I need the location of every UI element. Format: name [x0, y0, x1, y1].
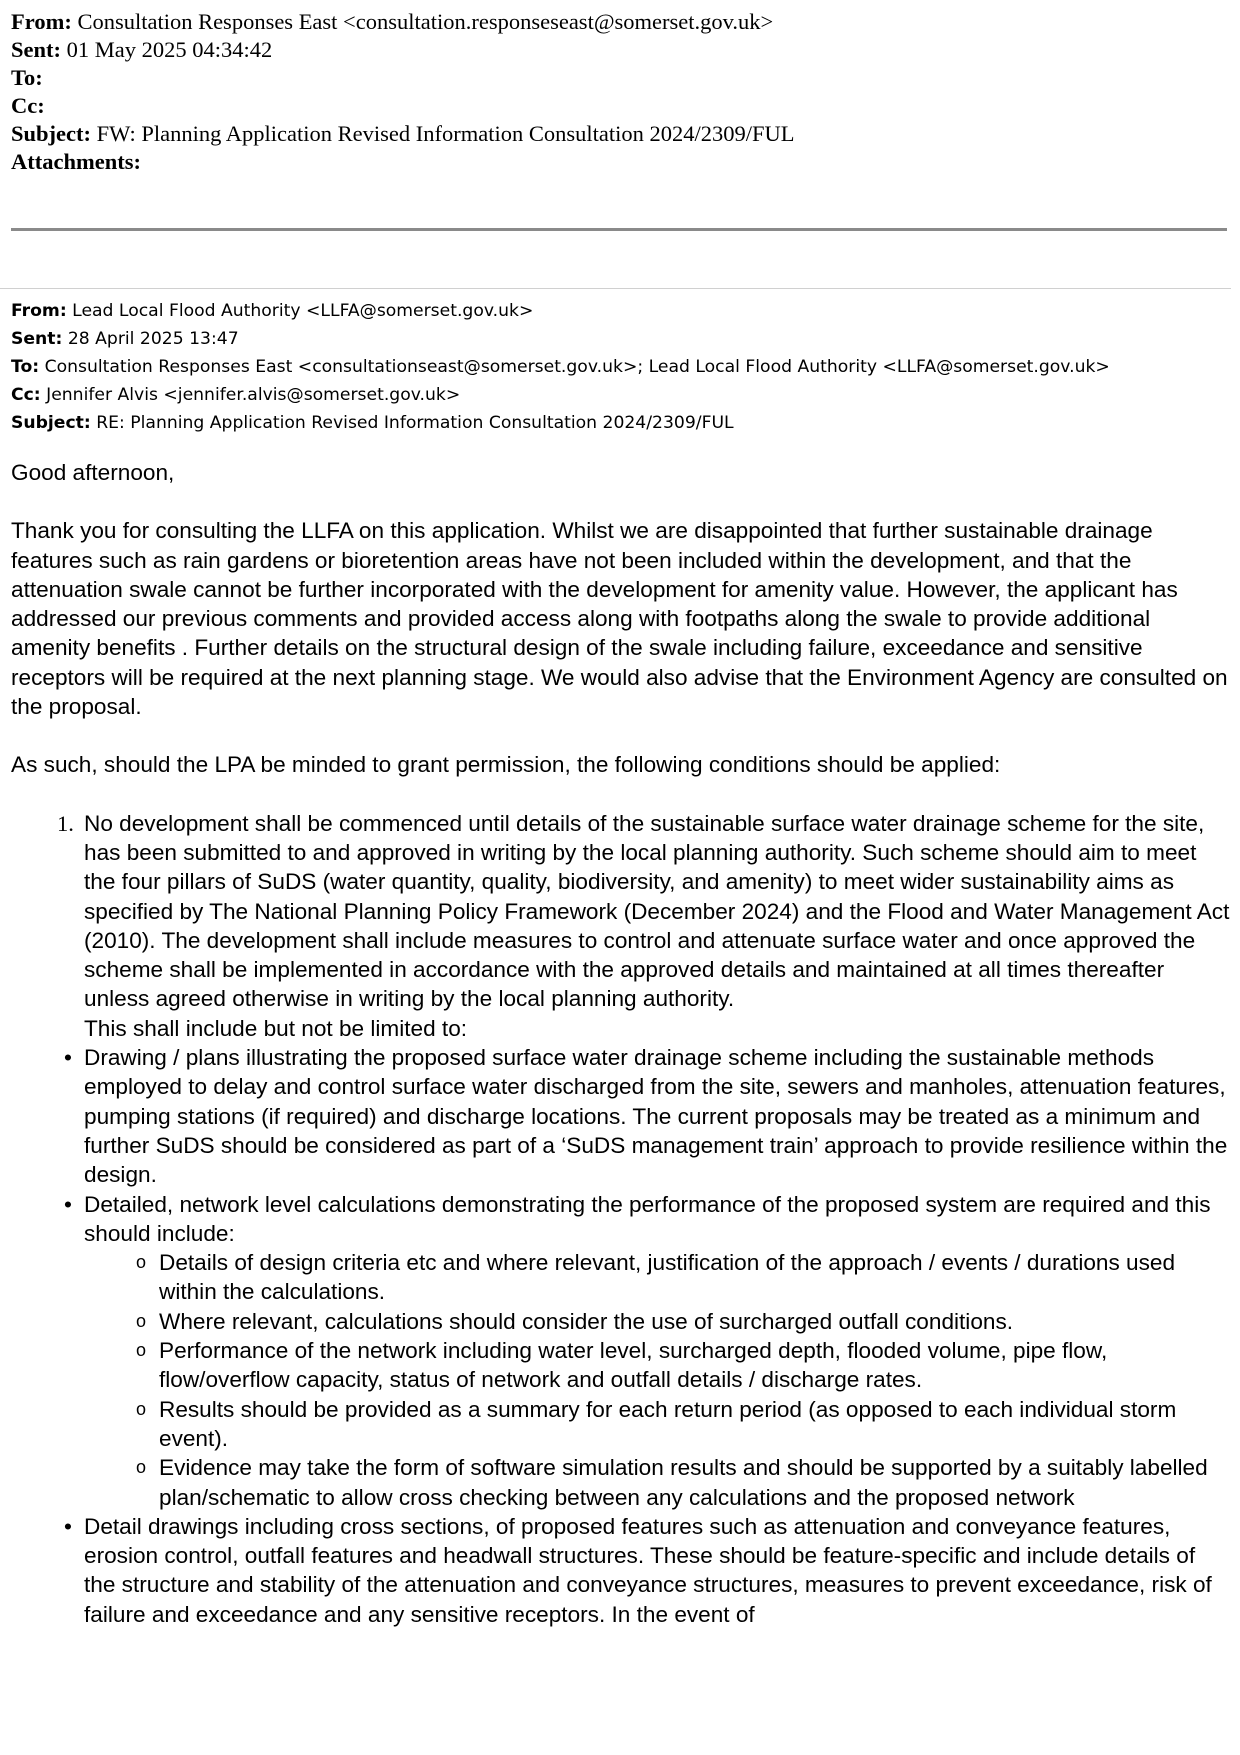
inner-to-value: Consultation Responses East <consultationseast@somerset.gov.uk>; Lead Local Flood Authority <LLFA@somerset.gov.uk>	[39, 357, 1110, 377]
sub-list-item	[11, 1248, 1231, 1307]
outer-cc-row	[11, 92, 1231, 120]
inner-from-row	[11, 297, 1231, 325]
outer-attachments-label: Attachments:	[11, 149, 141, 174]
inner-to-label: To:	[11, 357, 40, 377]
sub-list-item	[11, 1453, 1231, 1512]
inner-cc-row	[11, 381, 1231, 409]
outer-sent-row	[11, 36, 1231, 64]
outer-subject-row	[11, 120, 1231, 148]
header-divider	[11, 228, 1227, 231]
bullet-text: Drawing / plans illustrating the proposed surface water drainage scheme including the sustainable methods employed to delay and control surface water discharged from the site, sewers and manholes, attenuation features, pumping stations (if required) and discharge locations. The current proposals may be treated as a minimum and further SuDS should be considered as part of a ‘SuDS management train’ approach to provide resilience within the design.	[84, 1045, 1228, 1188]
inner-subject-row	[11, 409, 1231, 437]
inner-sent-value: 28 April 2025 13:47	[62, 329, 239, 349]
inner-from-value: Lead Local Flood Authority <LLFA@somerset.gov.uk>	[66, 301, 534, 321]
inner-subject-value: RE: Planning Application Revised Information Consultation 2024/2309/FUL	[90, 413, 734, 433]
outer-subject-value: FW: Planning Application Revised Information Consultation 2024/2309/FUL	[91, 121, 795, 146]
sub-list-item	[11, 1307, 1231, 1336]
condition-text: No development shall be commenced until details of the sustainable surface water drainage scheme for the site, has been submitted to and approved in writing by the local planning authority. Such scheme should aim to meet the four pillars of SuDS (water quantity, quality, biodiversity, and amenity) to meet wider sustainability aims as specified by The National Planning Policy Framework (December 2024) and the Flood and Water Management Act (2010). The development shall include measures to control and attenuate surface water and once approved the scheme shall be implemented in accordance with the approved details and maintained at all times thereafter unless agreed otherwise in writing by the local planning authority.	[84, 810, 1230, 1012]
sub-bullet-glyph: o	[136, 1310, 147, 1331]
sub-list-item	[11, 1395, 1231, 1454]
inner-to-row	[11, 353, 1231, 381]
bullet-glyph: •	[64, 1191, 72, 1217]
outer-to-label: To:	[11, 65, 43, 90]
conditions-intro: As such, should the LPA be minded to grant permission, the following conditions should be applied:	[11, 752, 1001, 778]
message-body	[11, 458, 1231, 1629]
outer-from-row	[11, 8, 1231, 36]
sub-bullet-glyph: o	[136, 1252, 147, 1273]
outer-sent-label: Sent:	[11, 37, 61, 62]
bullet-text: Detail drawings including cross sections, of proposed features such as attenuation and conveyance features, erosion control, outfall features and headwall structures. These should be feature-specific and include details of the structure and stability of the attenuation and conveyance structures, measures to prevent exceedance, risk of failure and exceedance and any sensitive receptors. In the event of	[84, 1513, 1212, 1627]
outer-attachments-row	[11, 148, 1231, 176]
inner-from-label: From:	[11, 301, 67, 321]
sub-bullet-text: Evidence may take the form of software simulation results and should be supported by a suitably labelled plan/schematic to allow cross checking between any calculations and the proposed network	[159, 1455, 1208, 1510]
message-divider	[0, 288, 1231, 289]
intro-paragraph: Thank you for consulting the LLFA on this application. Whilst we are disappointed that further sustainable drainage features such as rain gardens or bioretention areas have not been included within the development, and that the attenuation swale cannot be further incorporated with the development for amenity value. However, the applicant has addressed our previous comments and provided access along with footpaths along the swale to provide additional amenity benefits . Further details on the structural design of the swale including failure, exceedance and sensitive receptors will be required at the next planning stage. We would also advise that the Environment Agency are consulted on the proposal.	[11, 518, 1228, 720]
inner-sent-row	[11, 325, 1231, 353]
inner-cc-label: Cc:	[11, 385, 41, 405]
outer-email-header	[11, 8, 1231, 176]
list-item	[11, 1512, 1231, 1629]
sub-bullet-text: Results should be provided as a summary for each return period (as opposed to each individual storm event).	[159, 1396, 1177, 1451]
sub-bullet-text: Where relevant, calculations should consider the use of surcharged outfall conditions.	[159, 1308, 1014, 1334]
outer-subject-label: Subject:	[11, 121, 91, 146]
list-item	[11, 1190, 1231, 1249]
bullet-glyph: •	[64, 1513, 72, 1539]
sub-list-item	[11, 1336, 1231, 1395]
inner-sent-label: Sent:	[11, 329, 63, 349]
outer-from-label: From:	[11, 9, 72, 34]
bullet-glyph: •	[64, 1045, 72, 1071]
inner-cc-value: Jennifer Alvis <jennifer.alvis@somerset.gov.uk>	[40, 385, 461, 405]
inner-subject-label: Subject:	[11, 413, 91, 433]
outer-to-row	[11, 64, 1231, 92]
condition-include-line: This shall include but not be limited to:	[84, 1015, 468, 1041]
inner-email-header	[11, 297, 1231, 437]
outer-sent-value: 01 May 2025 04:34:42	[61, 37, 273, 62]
list-item	[11, 1043, 1231, 1189]
bullet-text: Detailed, network level calculations demonstrating the performance of the proposed system are required and this should include:	[84, 1191, 1211, 1246]
sub-bullet-text: Details of design criteria etc and where relevant, justification of the approach / events / durations used within the calculations.	[159, 1250, 1176, 1305]
sub-bullet-glyph: o	[136, 1340, 147, 1361]
greeting: Good afternoon,	[11, 460, 175, 485]
outer-from-value: Consultation Responses East <consultation.responseseast@somerset.gov.uk>	[71, 9, 774, 34]
sub-bullet-glyph: o	[136, 1457, 147, 1478]
sub-bullet-glyph: o	[136, 1398, 147, 1419]
sub-bullet-text: Performance of the network including water level, surcharged depth, flooded volume, pipe flow, flow/overflow capacity, status of network and outfall details / discharge rates.	[159, 1338, 1108, 1393]
outer-cc-label: Cc:	[11, 93, 45, 118]
condition-item-1	[11, 809, 1231, 1043]
condition-number: 1.	[57, 810, 74, 836]
